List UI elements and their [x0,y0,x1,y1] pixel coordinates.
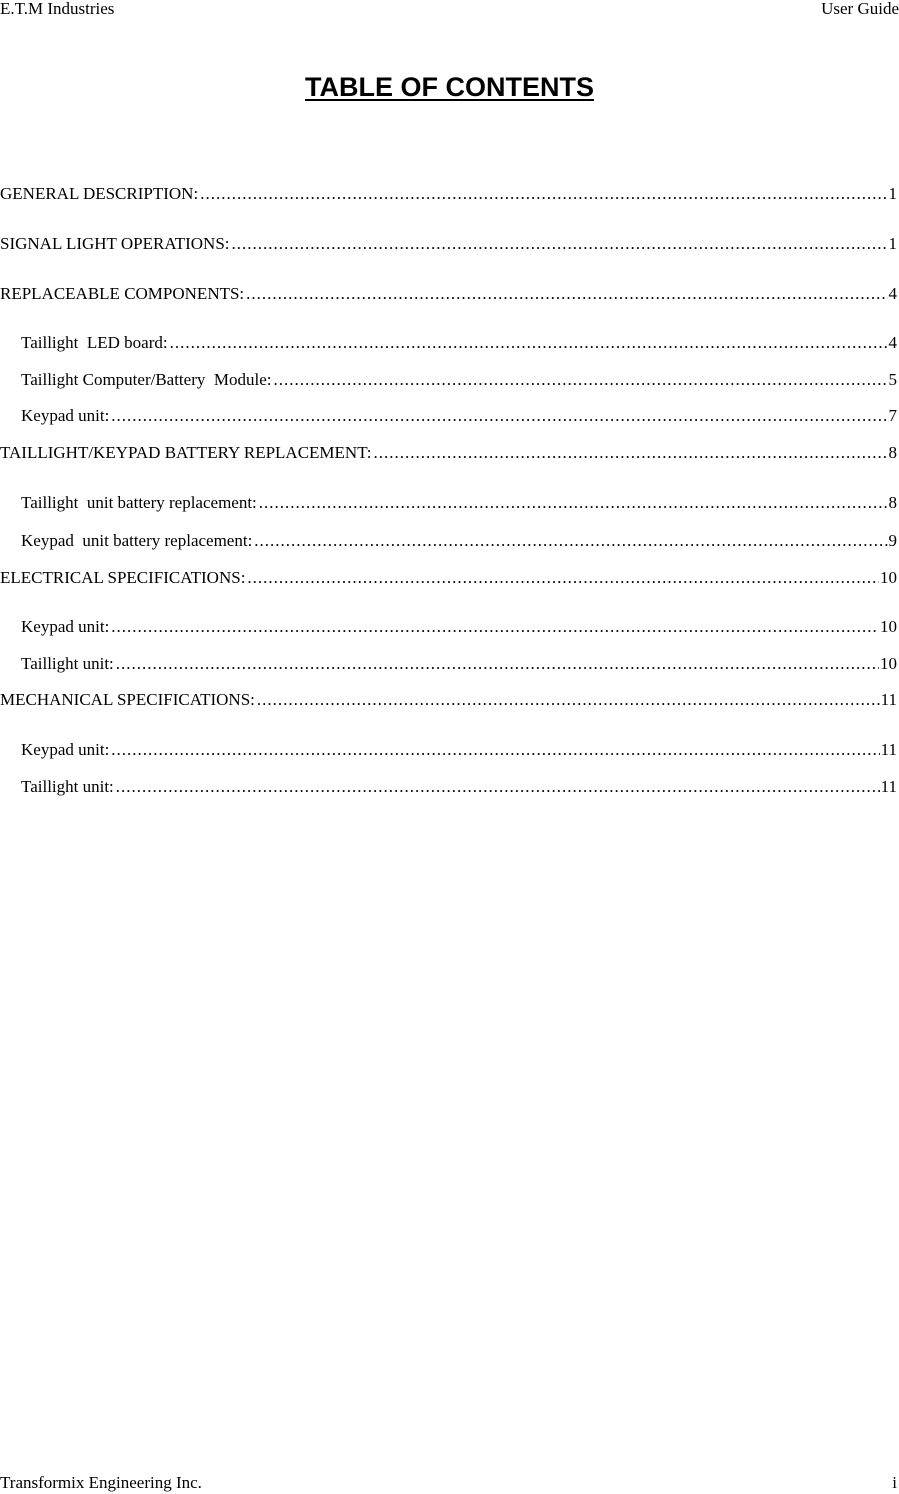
toc-entry-mechanical-specifications[interactable] [0,689,897,711]
toc-entry-signal-light-operations[interactable] [0,233,897,255]
toc-title: TABLE OF CONTENTS [305,72,594,102]
header-company: E.T.M Industries [0,0,115,18]
toc-entry-electrical-keypad-unit[interactable] [21,616,897,638]
toc-entry-label: SIGNAL LIGHT OPERATIONS: [0,234,230,253]
toc-entry-general-description[interactable] [0,183,897,205]
toc-entry-page: 9 [888,531,897,550]
header-doc-type: User Guide [821,0,899,18]
toc-entry-replaceable-components[interactable] [0,283,897,305]
toc-entry-page: 8 [888,493,897,512]
toc-entry-electrical-taillight-unit[interactable] [21,653,897,675]
toc-entry-electrical-specifications[interactable] [0,567,897,589]
toc-entry-keypad-unit-battery-replacement[interactable] [21,530,897,552]
toc-entry-label: Keypad unit: [21,617,110,636]
toc-entry-page: 11 [880,690,897,709]
toc-entry-label: Keypad unit: [21,406,110,425]
page-header [0,0,899,22]
toc-entry-page: 1 [888,184,897,203]
toc-entry-page: 10 [880,654,897,673]
footer-company: Transformix Engineering Inc. [0,1473,202,1492]
toc-entry-label: MECHANICAL SPECIFICATIONS: [0,690,255,709]
toc-entry-label: Taillight LED board: [21,333,168,352]
toc-entry-label: TAILLIGHT/KEYPAD BATTERY REPLACEMENT: [0,443,372,462]
toc-entry-taillight-led-board[interactable] [21,332,897,354]
toc-entry-mechanical-taillight-unit[interactable] [21,776,897,798]
toc-entry-keypad-unit[interactable] [21,405,897,427]
toc-entry-label: ELECTRICAL SPECIFICATIONS: [0,568,246,587]
toc-entry-page: 11 [880,777,897,796]
toc-entry-page: 5 [888,370,897,389]
toc-entry-page: 8 [888,443,897,462]
toc-entry-page: 7 [888,406,897,425]
toc-entry-page: 10 [880,617,897,636]
toc-entry-page: 10 [880,568,897,587]
toc-entry-label: Taillight unit: [21,654,114,673]
toc-entry-label: REPLACEABLE COMPONENTS: [0,284,245,303]
toc-entry-label: Taillight unit: [21,777,114,796]
toc-entry-label: Keypad unit battery replacement: [21,531,253,550]
toc-entry-page: 4 [888,333,897,352]
page-footer [0,1472,899,1494]
toc-entry-taillight-unit-battery-replacement[interactable] [21,492,897,514]
footer-page-number: i [892,1473,897,1492]
toc-entry-label: Keypad unit: [21,740,110,759]
toc-entry-label: GENERAL DESCRIPTION: [0,184,199,203]
toc-entry-page: 4 [888,284,897,303]
toc-entry-battery-replacement[interactable] [0,442,897,464]
toc-entry-taillight-computer-battery-module[interactable] [21,369,897,391]
toc-entry-label: Taillight Computer/Battery Module: [21,370,272,389]
toc-entry-page: 1 [888,234,897,253]
toc-entry-mechanical-keypad-unit[interactable] [21,739,897,761]
toc-entry-label: Taillight unit battery replacement: [21,493,257,512]
toc-entry-page: 11 [880,740,897,759]
